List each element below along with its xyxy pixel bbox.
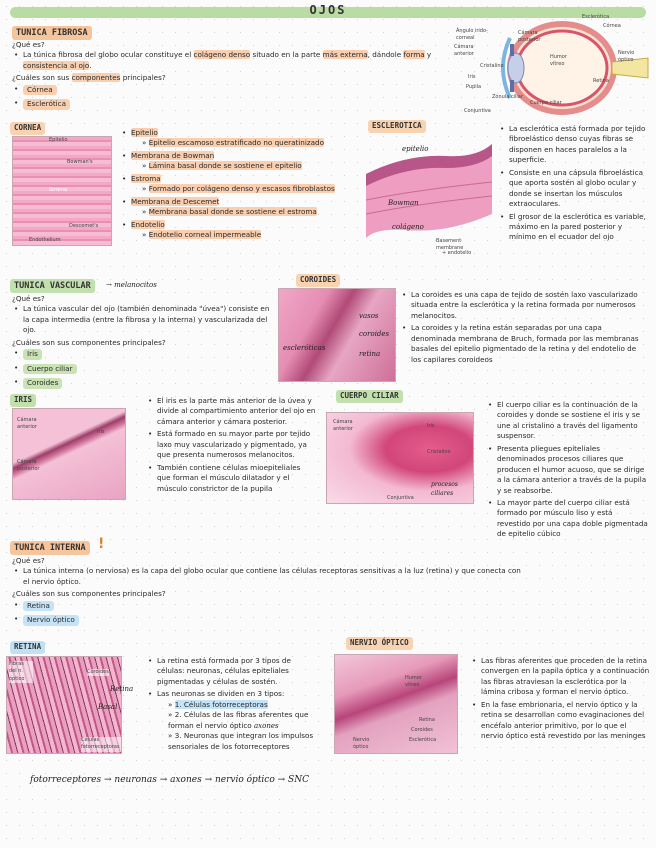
retina-img-label: Células fotorreceptoras	[81, 737, 120, 751]
esclerotica-img-label: Bowman	[388, 199, 419, 207]
cuerpo-ciliar-list	[486, 400, 648, 542]
nervio-img-label: Humor vítreo	[405, 675, 422, 689]
tunica-interna-heading: TUNICA INTERNA	[10, 541, 90, 555]
flow-step: axones	[170, 775, 202, 785]
tunica-interna-definition: • La túnica interna (o nerviosa) es la capa del globo ocular que contiene las células receptoras sensitivas a la luz (retina) y que conecta con el nervio óptico.	[12, 566, 522, 587]
cornea-item	[120, 128, 360, 149]
q2-a: ¿Cuáles son sus	[12, 73, 70, 83]
cornea-item	[120, 151, 360, 172]
eye-label-iris: Iris	[468, 74, 476, 80]
retina-img-label: Coroides	[87, 669, 109, 675]
eye-label-cristalino: Cristalino	[480, 63, 504, 69]
cornea-image	[12, 136, 112, 246]
flow-step: neuronas	[114, 775, 157, 785]
coroides-bullet: • La coroides y la retina están separadas por una capa denominada membrana de Bruch, formada por las membranas basales del epitelio pigmentado de la retina y del endotelio de los capilares coroideos	[400, 323, 648, 365]
cornea-item-sub: » Epitelio escamoso estratificado no queratinizado	[142, 138, 324, 148]
esclerotica-bullet: • La esclerótica está formada por tejido fibroelástico denso cuyas fibras se disponen en haces paralelos a la superficie.	[498, 124, 648, 166]
interna-component-label: Retina	[23, 601, 54, 611]
melanocitos-note: → melanocitos	[106, 281, 157, 289]
component-label: Córnea	[23, 85, 57, 95]
cornea-sub-text: Epitelio escamoso estratificado no queratinizado	[148, 138, 324, 148]
q2-b: principales?	[122, 73, 166, 83]
cuerpo-ciliar-bullet: • La mayor parte del cuerpo ciliar está formado por músculo liso y está revestido por una capa doble pigmentada de epitelio cúbico	[486, 498, 648, 540]
iris-bullet: • También contiene células mioepiteliales que forman el músculo dilatador y el músculo constrictor de la pupila	[146, 463, 316, 494]
vascular-component-label: Cuerpo ciliar	[23, 364, 77, 374]
cornea-item-label: Endotelio	[131, 219, 165, 229]
q2-hl: componentes	[71, 73, 121, 83]
retina-label-basal: Basal	[98, 703, 118, 711]
iris-bottom-shape	[510, 80, 514, 92]
axones-note: axones	[254, 721, 279, 730]
eye-label-humor-vitreo: Humor vítreo	[550, 54, 567, 68]
eye-label-conjuntiva: Conjuntiva	[464, 108, 491, 114]
eye-label-esclerotica: Esclerótica	[582, 14, 610, 20]
vascular-component	[12, 348, 274, 360]
cornea-heading: CORNEA	[10, 122, 45, 135]
coroides-bullet: • La coroides es una capa de tejido de sostén laxo vascularizado situada entre la esclerótica y la retina formada por numerosos melanocitos.	[400, 290, 648, 321]
def-text-3: , dándole	[367, 50, 402, 60]
retina-neurons	[146, 689, 316, 752]
cornea-sub-text: Membrana basal donde se sostiene el estroma	[148, 207, 317, 217]
cuerpo-ciliar-img-label: procesos ciliares	[431, 481, 459, 497]
iris-image	[12, 408, 126, 500]
esclerotica-list	[498, 124, 648, 245]
nervio-img-label: Esclerótica	[409, 737, 437, 743]
tunica-fibrosa-q1: ¿Qué es?	[12, 40, 45, 49]
retina-list	[146, 656, 316, 754]
cornea-sub-text: Lámina basal donde se sostiene el epitelio	[148, 161, 302, 171]
iris-top-shape	[510, 44, 514, 56]
neuron-type-text: 3. Neuronas que integran los impulsos sensoriales de los fotorreceptores	[168, 731, 314, 751]
esclerotica-img-label: Basement membrane	[436, 238, 464, 252]
iris-img-label: Cámara anterior	[17, 417, 37, 431]
nervio-img-label: Nervio óptico	[353, 737, 370, 751]
def-text-4: y	[426, 50, 432, 60]
cuerpo-ciliar-bullet: • El cuerpo ciliar es la continuación de la coroides y donde se sostiene el iris y se une al cristalino a través del ligamento suspensor.	[486, 400, 648, 442]
nervio-img-label: Retina	[419, 717, 435, 723]
def-hl-3: forma	[403, 50, 425, 60]
melanocitos-note-text: melanocitos	[114, 281, 157, 289]
esclerotica-image	[366, 134, 492, 260]
cornea-item-label: Membrana de Bowman	[131, 150, 215, 160]
eye-label-cuerpo-ciliar: Cuerpo ciliar	[530, 100, 562, 106]
esclerotica-img-label: + endotelio	[442, 250, 472, 256]
retina-img-label: Fibras del n. óptico	[9, 661, 33, 683]
tunica-vascular-block	[12, 294, 274, 392]
tunica-vascular-q2: ¿Cuáles son sus componentes principales?	[12, 337, 166, 347]
eye-label-nervio-optico: Nervio óptico	[618, 50, 635, 64]
eye-diagram	[452, 14, 650, 118]
flow-step: nervio óptico	[214, 775, 275, 785]
tunica-fibrosa-definition: • La túnica fibrosa del globo ocular constituye el colágeno denso situado en la parte más externa, dándole forma y consistencia al ojo.	[12, 50, 442, 71]
cuerpo-ciliar-img-label: Iris	[427, 423, 435, 429]
cornea-item-label: Membrana de Descemet	[131, 196, 220, 206]
tunica-fibrosa-heading: TUNICA FIBROSA	[12, 26, 92, 40]
iris-img-label: Iris	[97, 429, 105, 435]
coroides-list	[400, 290, 648, 367]
tunica-vascular-definition: • La túnica vascular del ojo (también denominada "úvea") consiste en la capa intermedia (entre la fibrosa y la interna) y vascularizada del ojo.	[12, 304, 274, 335]
retina-neurons-intro: Las neuronas se dividen en 3 tipos:	[157, 689, 285, 699]
eye-label-camara-posterior: Cámara posterior	[518, 30, 541, 44]
interna-component	[12, 600, 522, 612]
coroides-image	[278, 288, 396, 382]
tunica-fibrosa-q2	[12, 73, 442, 83]
tunica-fibrosa-block	[12, 40, 442, 113]
component-label: Esclerótica	[23, 99, 70, 109]
nervio-optico-bullet: • En la fase embrionaria, el nervio óptico y la retina se desarrollan como evaginaciones del encéfalo anterior primitivo, por lo que el nervio óptico está revestido por las meninges	[470, 700, 650, 742]
tunica-interna-block	[12, 556, 522, 629]
cornea-img-label: Stroma	[49, 187, 68, 193]
esclerotica-img-label: colágeno	[392, 223, 424, 231]
cornea-item-label: Estroma	[131, 173, 161, 183]
page-title: OJOS	[309, 3, 347, 17]
retina-label-retina: Retina	[110, 685, 134, 693]
cornea-item-sub: » Endotelio corneal impermeable	[142, 229, 262, 239]
iris-list	[146, 396, 316, 496]
nervio-optico-heading: NERVIO ÓPTICO	[346, 637, 413, 650]
cuerpo-ciliar-heading: CUERPO CILIAR	[336, 390, 403, 403]
cornea-item-sub: » Lámina basal donde se sostiene el epitelio	[142, 161, 302, 171]
def-hl-4: consistencia al ojo	[23, 60, 90, 70]
eye-label-retina: Retina	[593, 78, 609, 84]
eye-label-zonula: Zónula ciliar	[492, 94, 523, 100]
coroides-img-label: vasos	[359, 312, 379, 320]
cornea-item-sub: » Formado por colágeno denso y escasos fibroblastos	[142, 184, 335, 194]
retina-neuron-type: » 3. Neuronas que integran los impulsos sensoriales de los fotorreceptores	[168, 731, 314, 751]
coroides-heading: COROIDES	[296, 274, 340, 287]
nervio-img-label: Coroides	[411, 727, 433, 733]
interna-component-label: Nervio óptico	[23, 615, 79, 625]
component-esclerotica	[12, 98, 442, 110]
iris-heading: IRIS	[10, 394, 36, 407]
coroides-img-label: escleróticas	[283, 344, 326, 352]
iris-img-label: Cámara posterior	[17, 459, 40, 473]
eye-label-pupila: Pupila	[466, 84, 482, 90]
eye-label-angulo: Ángulo irido-corneal	[456, 28, 488, 42]
eye-label-camara-anterior: Cámara anterior	[454, 44, 474, 58]
cuerpo-ciliar-img-label: Cámara anterior	[333, 419, 353, 433]
nervio-optico-list	[470, 656, 650, 744]
def-text-1: La túnica fibrosa del globo ocular constituye el	[23, 50, 192, 60]
coroides-img-label: retina	[359, 350, 381, 358]
component-cornea	[12, 84, 442, 96]
cornea-sub-text: Endotelio corneal impermeable	[148, 229, 262, 239]
vascular-component-label: Coroides	[23, 378, 62, 388]
interna-component	[12, 614, 522, 626]
tunica-interna-q1: ¿Qué es?	[12, 556, 45, 565]
cuerpo-ciliar-bullet: • Presenta pliegues epiteliales denominados procesos ciliares que producen el humor acuoso, que se dirige a la cámara anterior a través de la pupila y se reabsorbe.	[486, 444, 648, 496]
def-text-2: situado en la parte	[252, 50, 321, 60]
cornea-img-label: Descemet's	[69, 223, 99, 229]
cornea-item	[120, 220, 360, 241]
flow-step: SNC	[288, 775, 309, 785]
cornea-item-sub: » Membrana basal donde se sostiene el estroma	[142, 207, 317, 217]
cornea-item-label: Epitelio	[131, 128, 158, 137]
retina-neuron-type: » 2. Células de las fibras aferentes que forman el nervio óptico axones	[168, 710, 309, 730]
cornea-sub-text: Formado por colágeno denso y escasos fibroblastos	[148, 184, 335, 194]
cuerpo-ciliar-img-label: Conjuntiva	[387, 495, 414, 501]
cuerpo-ciliar-image	[326, 412, 474, 504]
cornea-item	[120, 197, 360, 218]
coroides-img-label: coroides	[359, 330, 390, 338]
flow-step: fotorreceptores	[30, 775, 102, 785]
lens-shape	[508, 53, 524, 83]
tunica-vascular-q1: ¿Qué es?	[12, 294, 45, 303]
warning-icon: !	[98, 536, 105, 552]
retina-flow: fotorreceptores → neuronas → axones → nervio óptico → SNC	[30, 775, 309, 785]
retina-heading: RETINA	[10, 641, 45, 654]
eye-label-cornea: Córnea	[603, 23, 621, 29]
def-hl-2: más externa	[322, 50, 368, 60]
neuron-type-text: 1. Células fotorreceptoras	[174, 699, 268, 709]
iris-bullet: • Está formado en su mayor parte por tejido laxo muy vascularizado y pigmentado, ya que presenta numerosos melanocitos.	[146, 429, 316, 460]
nervio-optico-image	[334, 654, 458, 754]
esclerotica-bullet: • Consiste en una cápsula fibroelástica que aporta sostén al globo ocular y donde se insertan los músculos extraoculares.	[498, 168, 648, 210]
iris-bullet: • El iris es la parte más anterior de la úvea y divide al compartimiento anterior del ojo en cámara anterior y cámara posterior.	[146, 396, 316, 427]
tunica-vascular-heading: TUNICA VASCULAR	[10, 279, 95, 293]
tunica-interna-q2: ¿Cuáles son sus componentes principales?	[12, 589, 166, 599]
esclerotica-heading: ESCLEROTICA	[368, 120, 426, 133]
cornea-item	[120, 174, 360, 195]
def-hl-1: colágeno denso	[193, 50, 251, 60]
cornea-img-label: Endothelium	[29, 237, 61, 243]
vascular-component	[12, 377, 274, 389]
cornea-img-label: Bowman's	[67, 159, 93, 165]
nervio-optico-bullet: • Las fibras aferentes que proceden de la retina convergen en la papila óptica y a continuación las fibras atraviesan la esclerótica por la lámina cribosa y forman el nervio óptico.	[470, 656, 650, 698]
vascular-component-label: Iris	[23, 349, 42, 359]
retina-neuron-type: » 1. Células fotorreceptoras	[168, 699, 268, 709]
retina-intro: • La retina está formada por 3 tipos de células: neuronas, células epiteliales pigmentadas y células de sostén.	[146, 656, 316, 687]
cornea-img-label: Epitelio	[49, 137, 68, 143]
cuerpo-ciliar-img-label: Cristalino	[427, 449, 451, 455]
esclerotica-bullet: • El grosor de la esclerótica es variable, máximo en la pared posterior y mínimo en el ecuador del ojo	[498, 212, 648, 243]
cornea-list	[120, 128, 360, 242]
neuron-type-text: 2. Células de las fibras aferentes que forman el nervio óptico	[168, 710, 309, 730]
esclerotica-img-label: epitelio	[402, 145, 429, 153]
vascular-component	[12, 363, 274, 375]
